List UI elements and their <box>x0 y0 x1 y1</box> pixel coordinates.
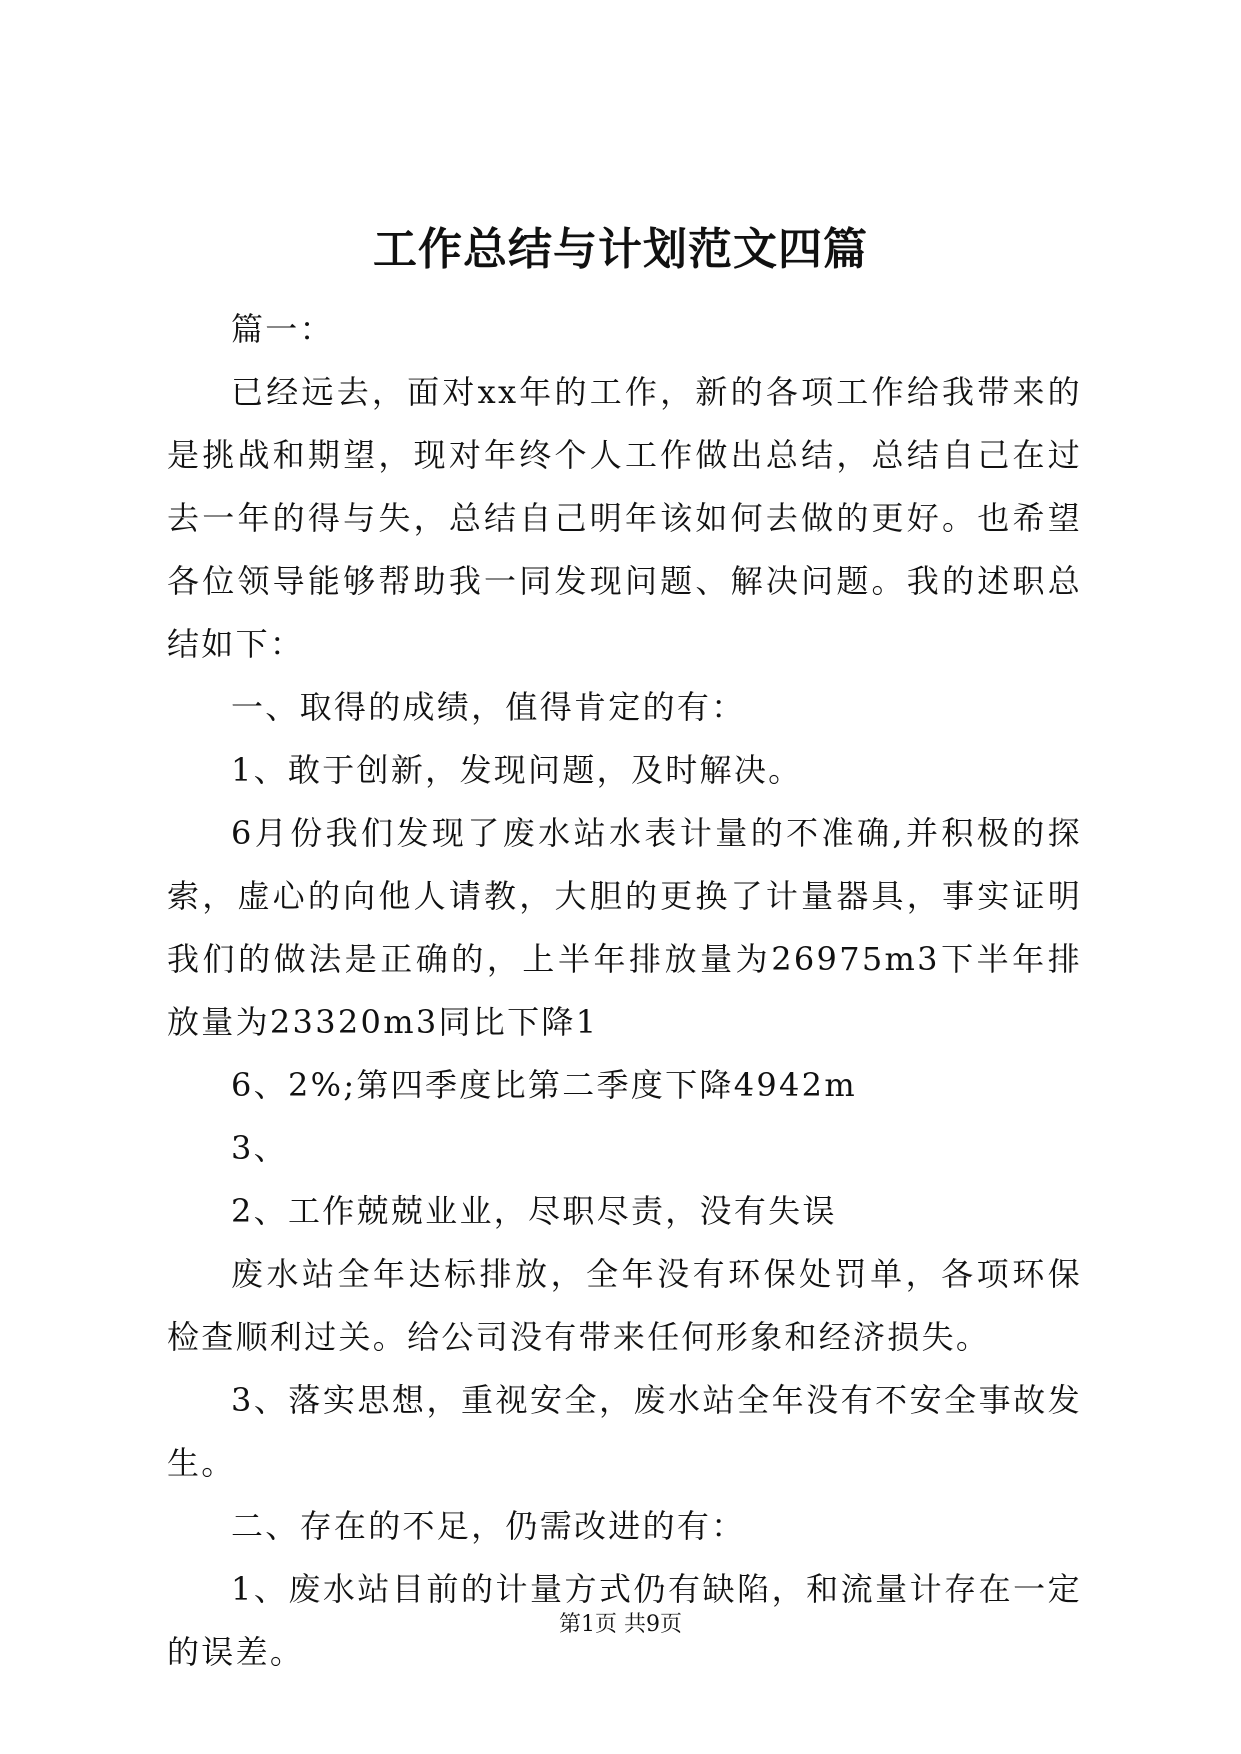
paragraph: 1、废水站目前的计量方式仍有缺陷，和流量计存在一定的误差。 <box>167 1570 1082 1671</box>
page-number-footer: 第1页 共9页 <box>559 1612 682 1637</box>
paragraph: 一、取得的成绩，值得肯定的有： <box>231 688 746 726</box>
paragraph: 篇一： <box>231 310 334 348</box>
document-title: 工作总结与计划范文四篇 <box>373 224 868 275</box>
paragraph: 废水站全年达标排放，全年没有环保处罚单，各项环保检查顺利过关。给公司没有带来任何形象和经济损失。 <box>167 1255 1082 1356</box>
paragraph: 已经远去，面对xx年的工作，新的各项工作给我带来的是挑战和期望，现对年终个人工作做出总结，总结自己在过去一年的得与失，总结自己明年该如何去做的更好。也希望各位领导能够帮助我一同发现问题、解决问题。我的述职总结如下： <box>167 373 1082 663</box>
paragraph: 2、工作兢兢业业，尽职尽责，没有失误 <box>231 1192 837 1230</box>
paragraph: 3、 <box>231 1129 288 1167</box>
paragraph: 二、存在的不足，仍需改进的有： <box>231 1507 746 1545</box>
paragraph: 1、敢于创新，发现问题，及时解决。 <box>231 751 803 789</box>
paragraph: 6、2%;第四季度比第二季度下降4942m <box>231 1066 857 1104</box>
paragraph: 3、落实思想，重视安全，废水站全年没有不安全事故发生。 <box>167 1381 1082 1482</box>
paragraph: 6月份我们发现了废水站水表计量的不准确,并积极的探索，虚心的向他人请教，大胆的更换了计量器具，事实证明我们的做法是正确的，上半年排放量为26975m3下半年排放量为23320m3同比下降1 <box>167 814 1082 1041</box>
document-body <box>167 298 1082 1684</box>
